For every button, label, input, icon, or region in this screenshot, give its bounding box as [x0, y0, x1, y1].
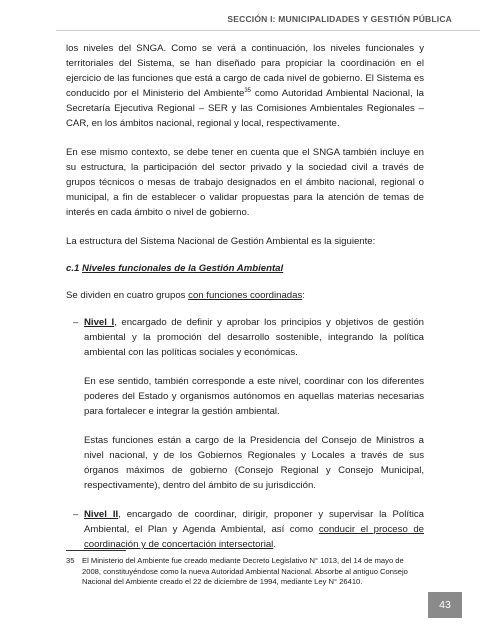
footnote-number: 35	[66, 556, 75, 565]
page-number: 43	[428, 592, 462, 618]
paragraph-2: En ese mismo contexto, se debe tener en cuenta que el SNGA también incluye en su estructura, la participación del sector privado y la sociedad civil a través de grupos técnicos o mesas de trabajo designados en el ámbito nacional, regional o municipal, a fin de establecer o validar propuestas para la atención de temas de interés en cada ámbito o nivel de gobierno.	[66, 147, 424, 218]
footnote-text: El Ministerio del Ambiente fue creado mediante Decreto Legislativo N° 1013, del 14 de mayo de 2008, constituyéndose como la nueva Autoridad Ambiental Nacional. Absorbe al antiguo Consejo Nacional del Ambiente creado el 22 de diciembre de 1994, mediante Ley N° 26410.	[82, 556, 408, 586]
section-title: Niveles funcionales de la Gestión Ambiental	[82, 263, 284, 274]
list-item-nivel-2: – Nivel II, encargado de coordinar, dirigir, proponer y supervisar la Política Ambiental, el Plan y Agenda Ambiental, así como conducir el proceso de coordinación y de concertación intersectorial.	[73, 509, 424, 550]
footnote-ref[interactable]: 35	[244, 87, 252, 94]
paragraph-4: Se dividen en cuatro grupos con funciones coordinadas:	[66, 290, 305, 301]
dash-bullet: –	[73, 317, 79, 328]
dash-bullet: –	[73, 509, 79, 520]
section-number: c.1	[66, 263, 80, 274]
nivel-2-label: Nivel II	[84, 509, 119, 520]
running-header: SECCIÓN I: MUNICIPALIDADES Y GESTIÓN PÚBLICA	[227, 14, 452, 24]
footnote	[66, 556, 424, 588]
body-text	[66, 41, 424, 566]
list-item-nivel-1: – Nivel I, encargado de definir y aprobar los principios y objetivos de gestión ambiental y la promoción del desarrollo sostenible, integrando la política ambiental con las políticas sociales y económicas.	[73, 317, 424, 358]
nivel-1-paragraph-2: En ese sentido, también corresponde a este nivel, coordinar con los diferentes poderes del Estado y organismos autónomos en aquellas materias necesarias para fortalecer e integrar la gestión ambiental.	[84, 376, 424, 417]
header-rule	[56, 30, 480, 31]
nivel-1-label: Nivel I	[84, 317, 115, 328]
section-heading	[66, 261, 424, 276]
paragraph-3: La estructura del Sistema Nacional de Gestión Ambiental es la siguiente:	[66, 236, 376, 247]
nivel-1-paragraph-3: Estas funciones están a cargo de la Presidencia del Consejo de Ministros a nivel nacional, y de los Gobiernos Regionales y Locales a través de sus órganos máximos de gobierno (Consejo Regional y Consejo Municipal, respectivamente), dentro del ámbito de su jurisdicción.	[84, 435, 424, 491]
footnote-rule	[66, 550, 126, 551]
paragraph-1: los niveles del SNGA. Como se verá a continuación, los niveles funcionales y territoriales del Sistema, se han diseñado para propiciar la coordinación en el ejercicio de las funciones que está a cargo de cada nivel de gobierno. El Sistema es conducido por el Ministerio del Ambiente$^{35}$ como Autoridad Ambiental Nacional, la Secretaría Ejecutiva Regional – SER y las Comisiones Ambientales Regionales – CAR, en los ámbitos nacional, regional y local, respectivamente.	[66, 43, 424, 129]
